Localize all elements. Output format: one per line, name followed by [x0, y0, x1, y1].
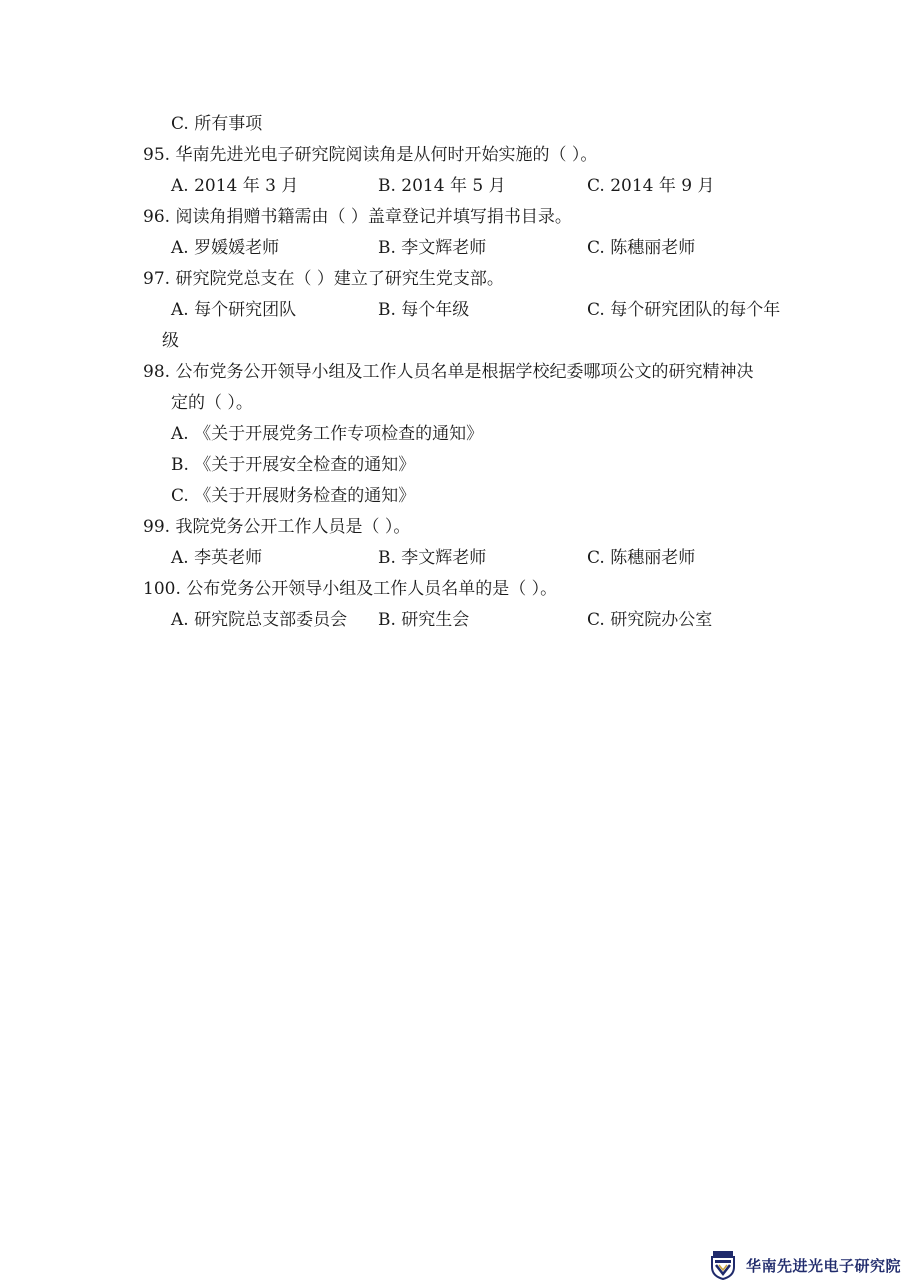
- q97-option-c: C. 每个研究团队的每个年: [587, 300, 781, 320]
- q96-option-a: A. 罗媛媛老师: [171, 238, 280, 258]
- q96-option-b: B. 李文辉老师: [378, 238, 487, 258]
- question-98: 98. 公布党务公开领导小组及工作人员名单是根据学校纪委哪项公文的研究精神决: [143, 362, 754, 382]
- q97-option-b: B. 每个年级: [378, 300, 470, 320]
- question-95: 95. 华南先进光电子研究院阅读角是从何时开始实施的（ ）。: [143, 145, 598, 165]
- option-c-prev: C. 所有事项: [171, 114, 263, 134]
- institution-name: 华南先进光电子研究院: [746, 1256, 902, 1275]
- question-96: 96. 阅读角捐赠书籍需由（ ）盖章登记并填写捐书目录。: [143, 207, 572, 227]
- q100-option-a: A. 研究院总支部委员会: [171, 610, 348, 630]
- q98-option-c: C. 《关于开展财务检查的通知》: [171, 486, 416, 506]
- question-97: 97. 研究院党总支在（ ）建立了研究生党支部。: [143, 269, 504, 289]
- q95-option-b: B. 2014 年 5 月: [378, 176, 506, 196]
- q98-option-b: B. 《关于开展安全检查的通知》: [171, 455, 416, 475]
- question-98-continuation: 定的（ ）。: [171, 393, 253, 413]
- q100-option-b: B. 研究生会: [378, 610, 470, 630]
- q97-option-c-continuation: 级: [162, 331, 179, 351]
- q95-option-a: A. 2014 年 3 月: [171, 176, 299, 196]
- q99-option-b: B. 李文辉老师: [378, 548, 487, 568]
- q96-option-c: C. 陈穗丽老师: [587, 238, 696, 258]
- q99-option-c: C. 陈穗丽老师: [587, 548, 696, 568]
- question-99: 99. 我院党务公开工作人员是（ ）。: [143, 517, 411, 537]
- q100-option-c: C. 研究院办公室: [587, 610, 713, 630]
- q99-option-a: A. 李英老师: [171, 548, 263, 568]
- question-100: 100. 公布党务公开领导小组及工作人员名单的是（ ）。: [143, 579, 558, 599]
- q98-option-a: A. 《关于开展党务工作专项检查的通知》: [171, 424, 484, 444]
- page-footer: [708, 1250, 901, 1280]
- q95-option-c: C. 2014 年 9 月: [587, 176, 715, 196]
- university-crest-icon: [708, 1250, 738, 1280]
- q97-option-a: A. 每个研究团队: [171, 300, 297, 320]
